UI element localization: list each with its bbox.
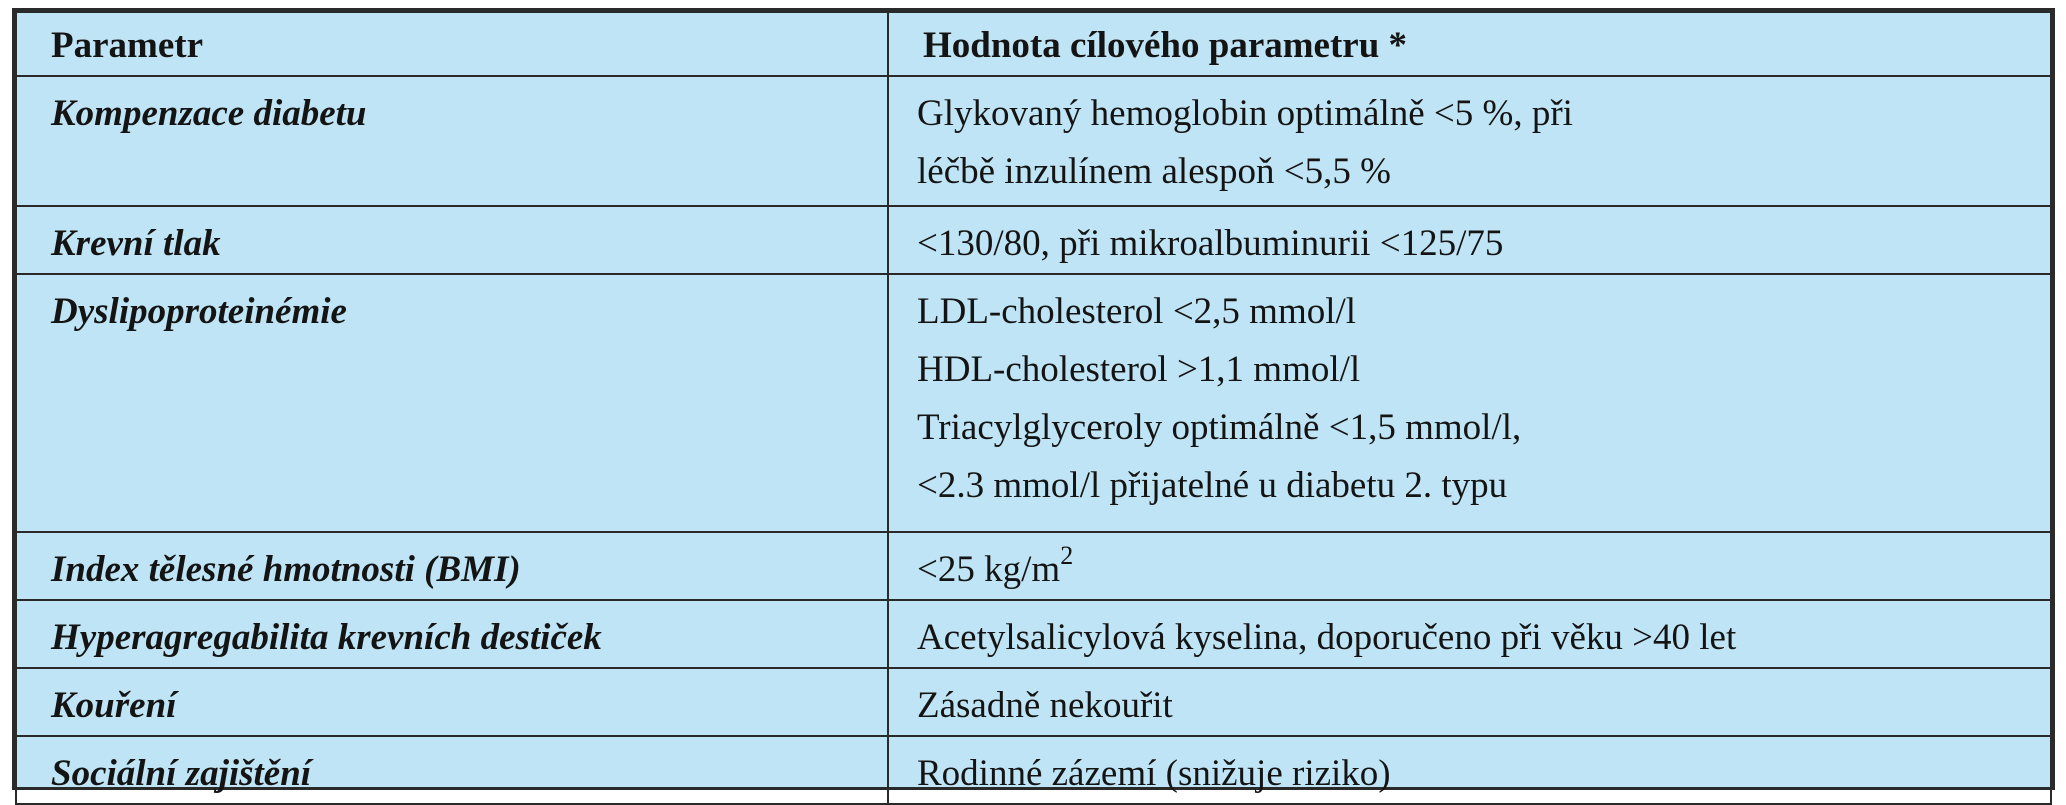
value-line: léčbě inzulínem alespoň <5,5 % — [917, 151, 1391, 192]
table-row — [16, 274, 2051, 532]
target-parameters-table-frame — [12, 8, 2055, 794]
table-row — [16, 668, 2051, 736]
row-parameter: Sociální zajištění — [16, 736, 888, 804]
bmi-value-text: <25 kg/m — [917, 549, 1061, 590]
row-parameter: Krevní tlak — [16, 206, 888, 274]
table-row — [16, 736, 2051, 804]
row-parameter: Kouření — [16, 668, 888, 736]
table-row — [16, 76, 2051, 206]
table-header-row — [16, 12, 2051, 76]
value-line: <2.3 mmol/l přijatelné u diabetu 2. typu — [917, 465, 1508, 506]
row-value — [888, 532, 2051, 600]
value-line: Acetylsalicylová kyselina, doporučeno při věku >40 let — [917, 617, 1737, 658]
row-value — [888, 600, 2051, 668]
table-row — [16, 206, 2051, 274]
table-row — [16, 600, 2051, 668]
value-line: Triacylglyceroly optimálně <1,5 mmol/l, — [917, 407, 1522, 448]
table-row — [16, 532, 2051, 600]
row-value — [888, 76, 2051, 206]
value-line — [917, 541, 2050, 599]
row-parameter: Hyperagregabilita krevních destiček — [16, 600, 888, 668]
header-target-value: Hodnota cílového parametru * — [888, 12, 2051, 76]
row-value — [888, 274, 2051, 532]
row-parameter: Kompenzace diabetu — [16, 76, 888, 206]
value-line: Rodinné zázemí (snižuje riziko) — [917, 753, 1391, 794]
row-parameter: Index tělesné hmotnosti (BMI) — [16, 532, 888, 600]
value-line: HDL-cholesterol >1,1 mmol/l — [917, 349, 1361, 390]
target-parameters-table — [15, 11, 2052, 805]
row-value — [888, 668, 2051, 736]
row-value — [888, 736, 2051, 804]
header-parameter: Parametr — [16, 12, 888, 76]
superscript-exponent: 2 — [1060, 540, 1074, 570]
row-parameter: Dyslipoproteinémie — [16, 274, 888, 532]
value-line: Glykovaný hemoglobin optimálně <5 %, při — [917, 93, 1573, 134]
value-line: <130/80, při mikroalbuminurii <125/75 — [917, 223, 1504, 264]
row-value — [888, 206, 2051, 274]
value-line: LDL-cholesterol <2,5 mmol/l — [917, 291, 1357, 332]
value-line: Zásadně nekouřit — [917, 685, 1173, 726]
